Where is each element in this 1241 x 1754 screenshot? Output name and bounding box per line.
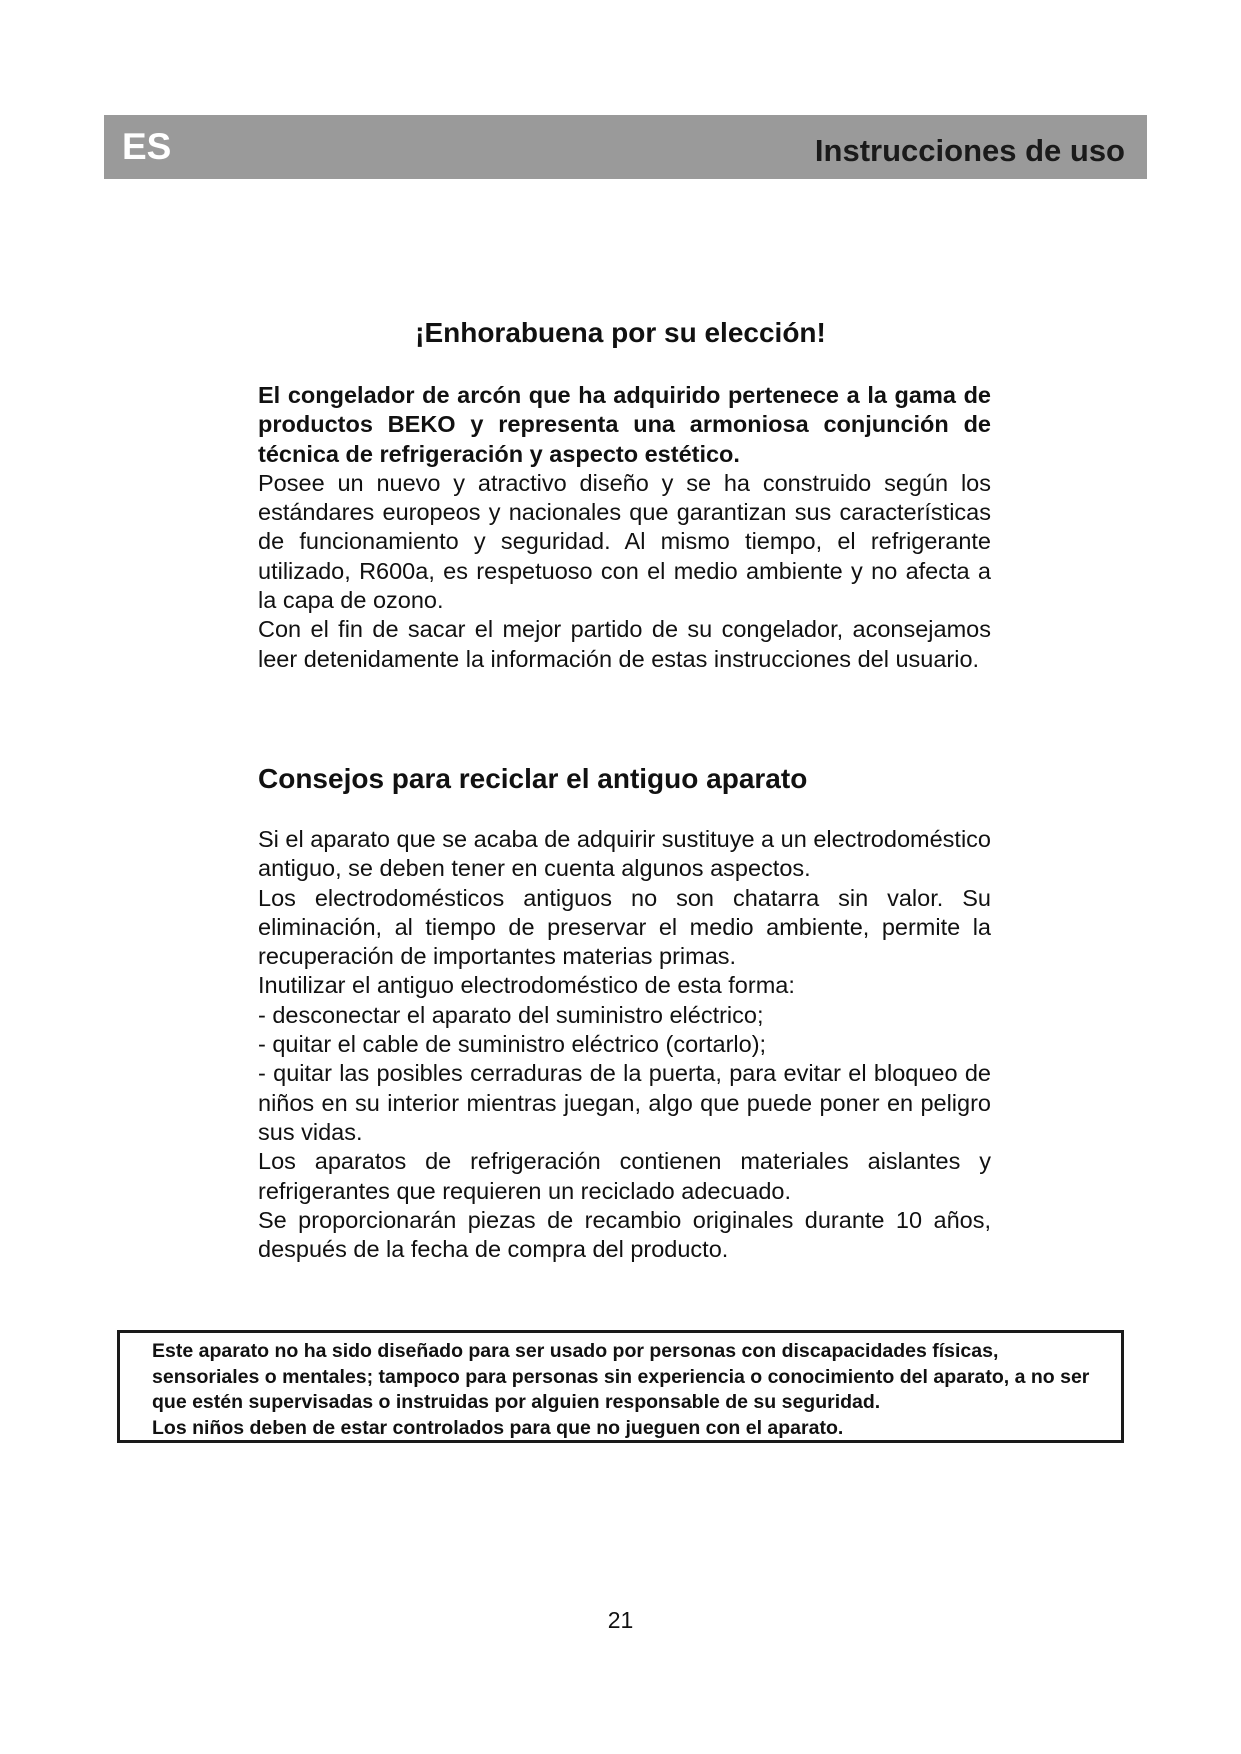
recycling-paragraph: Los aparatos de refrigeración contienen materiales aislantes y refrigerantes que requieren un reciclado adecuado. — [258, 1148, 991, 1204]
safety-notice-box — [117, 1330, 1124, 1443]
recycling-step: - quitar las posibles cerraduras de la puerta, para evitar el bloqueo de niños en su interior mientras juegan, algo que puede poner en peligro sus vidas. — [258, 1060, 991, 1145]
recycling-paragraph: Si el aparato que se acaba de adquirir sustituye a un electrodoméstico antiguo, se deben tener en cuenta algunos aspectos. — [258, 826, 991, 882]
recycling-section — [258, 825, 991, 1264]
congrats-heading: ¡Enhorabuena por su elección! — [415, 317, 826, 348]
recycling-heading: Consejos para reciclar el antiguo aparato — [258, 763, 808, 794]
recycling-step: - quitar el cable de suministro eléctrico (cortarlo); — [258, 1031, 767, 1058]
intro-bold-paragraph: El congelador de arcón que ha adquirido pertenece a la gama de productos BEKO y representa una armoniosa conjunción de técnica de refrigeración y aspecto estético. — [258, 382, 991, 467]
intro-paragraph: Con el fin de sacar el mejor partido de su congelador, aconsejamos leer detenidamente la información de estas instrucciones del usuario. — [258, 616, 991, 672]
safety-notice-text: Este aparato no ha sido diseñado para ser usado por personas con discapacidades físicas, sensoriales o mentales; tampoco para personas sin experiencia o conocimiento del aparato, a no ser que estén supervisadas o instruidas por alguien responsable de su seguridad. — [152, 1340, 1090, 1413]
header-title: Instrucciones de uso — [814, 133, 1125, 168]
page-number: 21 — [607, 1607, 634, 1633]
intro-paragraph: Posee un nuevo y atractivo diseño y se ha construido según los estándares europeos y nacionales que garantizan sus características de funcionamiento y seguridad. Al mismo tiempo, el refrigerante utilizado, R600a, es respetuoso con el medio ambiente y no afecta a la capa de ozono. — [258, 469, 991, 614]
recycling-paragraph: Inutilizar el antiguo electrodoméstico de esta forma: — [258, 972, 795, 999]
recycling-step: - desconectar el aparato del suministro eléctrico; — [258, 1001, 764, 1028]
recycling-paragraph: Se proporcionarán piezas de recambio originales durante 10 años, después de la fecha de compra del producto. — [258, 1206, 991, 1263]
safety-notice-children: Los niños deben de estar controlados para que no jueguen con el aparato. — [152, 1416, 844, 1439]
intro-section — [258, 381, 991, 674]
header-band — [104, 115, 1147, 179]
language-code: ES — [122, 126, 172, 167]
recycling-paragraph: Los electrodomésticos antiguos no son chatarra sin valor. Su eliminación, al tiempo de preservar el medio ambiente, permite la recuperación de importantes materias primas. — [258, 884, 991, 970]
